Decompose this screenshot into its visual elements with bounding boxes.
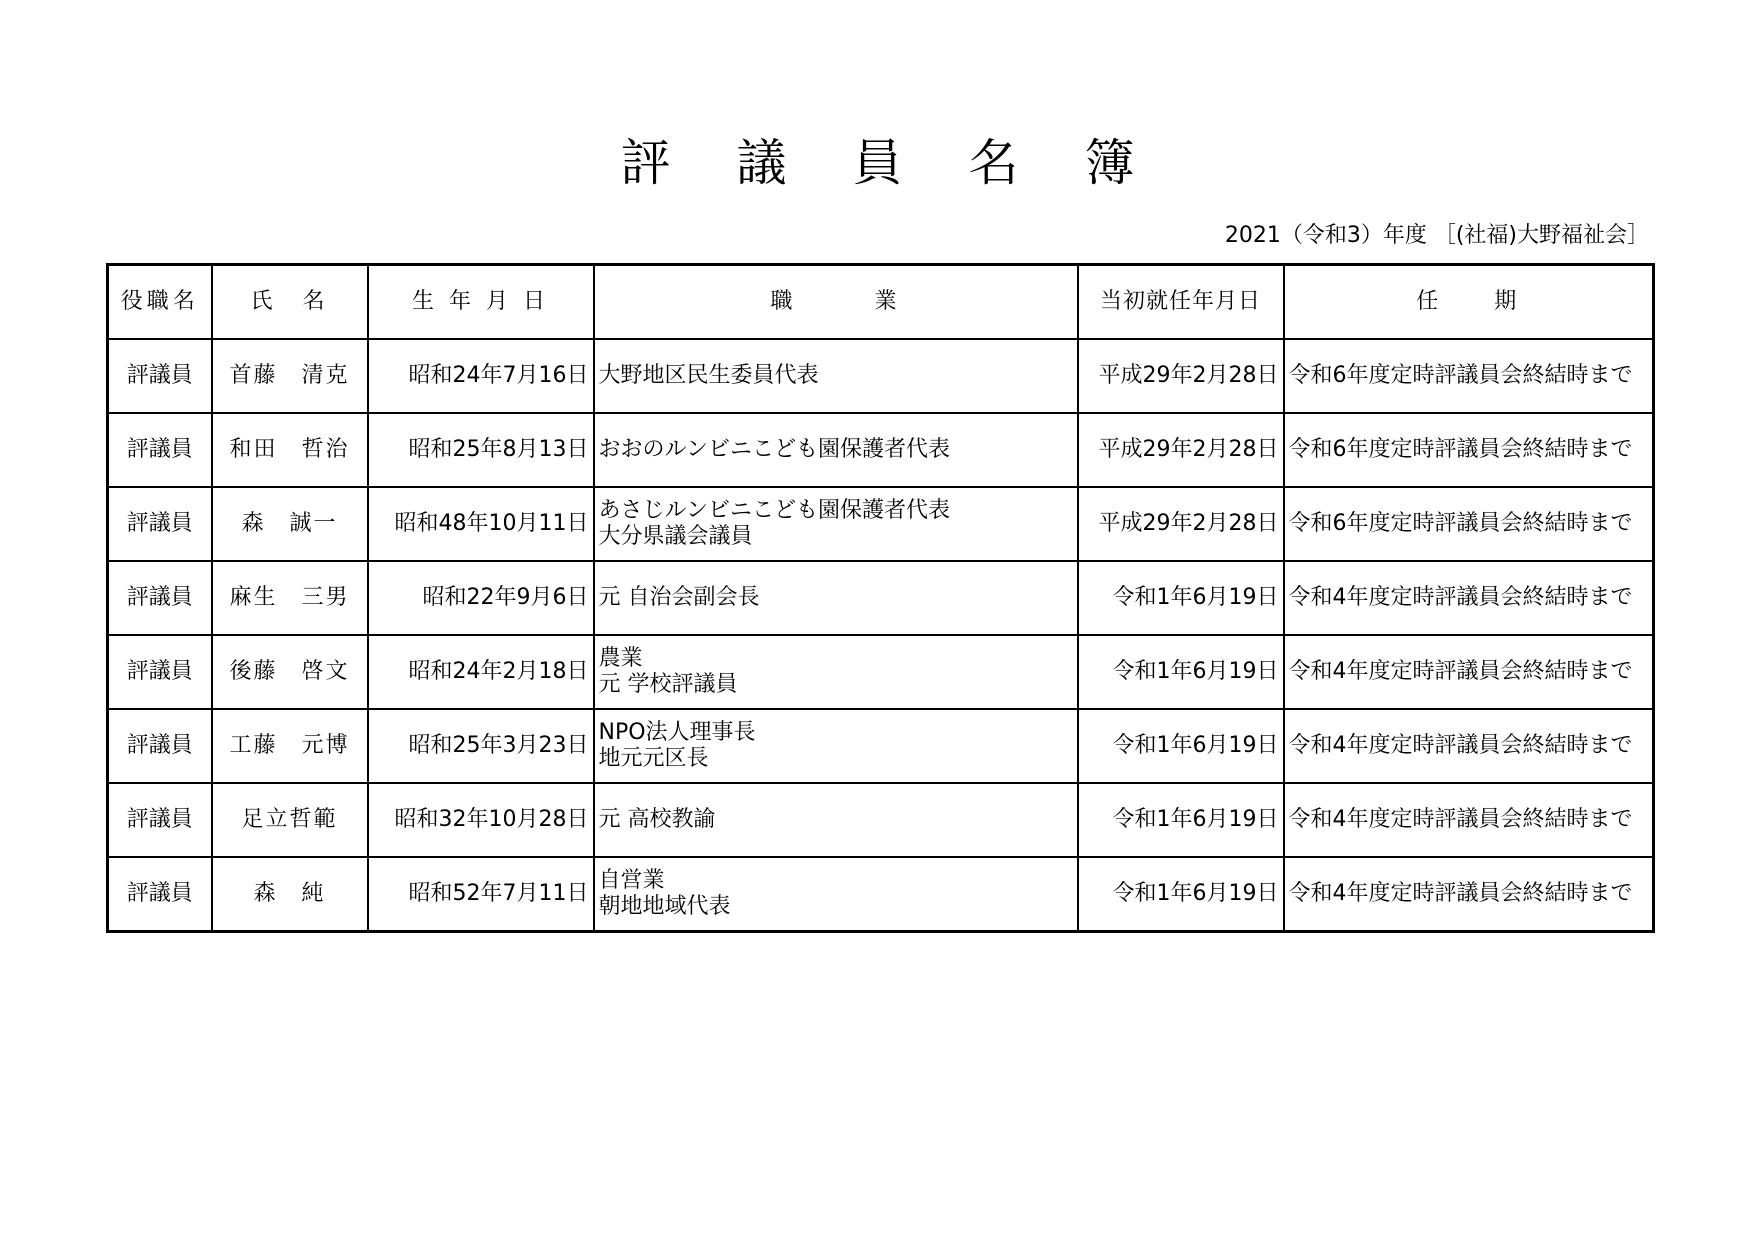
- header-term: 任 期: [1284, 265, 1654, 340]
- name-cell: 森 純: [212, 857, 368, 932]
- first-appointed-cell: 平成29年2月28日: [1078, 487, 1284, 561]
- occupation-line: 大野地区民生委員代表: [598, 363, 819, 388]
- title-char: 名: [968, 134, 1019, 192]
- table-row: [108, 709, 1654, 783]
- title-char: 簿: [1084, 134, 1135, 192]
- occupation-cell: [594, 413, 1078, 487]
- header-role: 役職名: [108, 265, 212, 340]
- header-name: 氏 名: [212, 265, 368, 340]
- role-cell: 評議員: [108, 561, 212, 635]
- table-row: [108, 339, 1654, 413]
- table-row: [108, 783, 1654, 857]
- birth-date-cell: 昭和25年3月23日: [368, 709, 594, 783]
- birth-date-cell: 昭和22年9月6日: [368, 561, 594, 635]
- first-appointed-cell: 令和1年6月19日: [1078, 783, 1284, 857]
- fiscal-year-organization: 2021（令和3）年度 ［(社福)大野福祉会］: [1224, 223, 1649, 248]
- occupation-line: 自営業: [598, 868, 665, 893]
- role-cell: 評議員: [108, 857, 212, 932]
- occupation-line: 地元元区長: [598, 746, 709, 771]
- title-char: 員: [852, 134, 903, 192]
- birth-date-cell: 昭和32年10月28日: [368, 783, 594, 857]
- role-cell: 評議員: [108, 487, 212, 561]
- birth-date-cell: 昭和48年10月11日: [368, 487, 594, 561]
- term-cell: 令和4年度定時評議員会終結時まで: [1284, 709, 1654, 783]
- birth-date-cell: 昭和25年8月13日: [368, 413, 594, 487]
- role-cell: 評議員: [108, 413, 212, 487]
- role-cell: 評議員: [108, 783, 212, 857]
- table-row: [108, 561, 1654, 635]
- term-cell: 令和4年度定時評議員会終結時まで: [1284, 857, 1654, 932]
- occupation-cell: [594, 339, 1078, 413]
- page-title: [0, 128, 1755, 198]
- term-cell: 令和4年度定時評議員会終結時まで: [1284, 561, 1654, 635]
- term-cell: 令和6年度定時評議員会終結時まで: [1284, 339, 1654, 413]
- name-cell: 和田 哲治: [212, 413, 368, 487]
- occupation-line: あさじルンビニこども園保護者代表: [598, 498, 950, 523]
- occupation-cell: [594, 487, 1078, 561]
- occupation-cell: [594, 709, 1078, 783]
- occupation-line: NPO法人理事長: [598, 720, 756, 745]
- table-row: [108, 857, 1654, 932]
- birth-date-cell: 昭和24年2月18日: [368, 635, 594, 709]
- name-cell: 工藤 元博: [212, 709, 368, 783]
- role-cell: 評議員: [108, 709, 212, 783]
- header-row: [108, 265, 1654, 340]
- header-birth-date: 生 年 月 日: [368, 265, 594, 340]
- name-cell: 後藤 啓文: [212, 635, 368, 709]
- title-char: 議: [736, 134, 787, 192]
- role-cell: 評議員: [108, 635, 212, 709]
- table-row: [108, 413, 1654, 487]
- first-appointed-cell: 令和1年6月19日: [1078, 857, 1284, 932]
- table-row: [108, 487, 1654, 561]
- name-cell: 森 誠一: [212, 487, 368, 561]
- birth-date-cell: 昭和24年7月16日: [368, 339, 594, 413]
- header-first-appointed: 当初就任年月日: [1078, 265, 1284, 340]
- term-cell: 令和4年度定時評議員会終結時まで: [1284, 783, 1654, 857]
- occupation-line: おおのルンビニこども園保護者代表: [598, 437, 950, 462]
- occupation-cell: [594, 561, 1078, 635]
- roster-body: [108, 339, 1654, 932]
- name-cell: 足立哲範: [212, 783, 368, 857]
- occupation-line: 元 学校評議員: [598, 672, 738, 697]
- title-char: 評: [620, 134, 671, 192]
- term-cell: 令和4年度定時評議員会終結時まで: [1284, 635, 1654, 709]
- occupation-cell: [594, 635, 1078, 709]
- birth-date-cell: 昭和52年7月11日: [368, 857, 594, 932]
- occupation-line: 朝地地域代表: [598, 894, 731, 919]
- first-appointed-cell: 平成29年2月28日: [1078, 339, 1284, 413]
- term-cell: 令和6年度定時評議員会終結時まで: [1284, 487, 1654, 561]
- name-cell: 麻生 三男: [212, 561, 368, 635]
- first-appointed-cell: 平成29年2月28日: [1078, 413, 1284, 487]
- occupation-line: 元 高校教諭: [598, 807, 716, 832]
- header-occupation: 職 業: [594, 265, 1078, 340]
- occupation-line: 大分県議会議員: [598, 524, 753, 549]
- occupation-cell: [594, 857, 1078, 932]
- occupation-line: 農業: [598, 646, 643, 671]
- first-appointed-cell: 令和1年6月19日: [1078, 561, 1284, 635]
- first-appointed-cell: 令和1年6月19日: [1078, 635, 1284, 709]
- occupation-cell: [594, 783, 1078, 857]
- role-cell: 評議員: [108, 339, 212, 413]
- first-appointed-cell: 令和1年6月19日: [1078, 709, 1284, 783]
- councilor-roster-table: [106, 263, 1655, 933]
- occupation-line: 元 自治会副会長: [598, 585, 760, 610]
- name-cell: 首藤 清克: [212, 339, 368, 413]
- table-row: [108, 635, 1654, 709]
- term-cell: 令和6年度定時評議員会終結時まで: [1284, 413, 1654, 487]
